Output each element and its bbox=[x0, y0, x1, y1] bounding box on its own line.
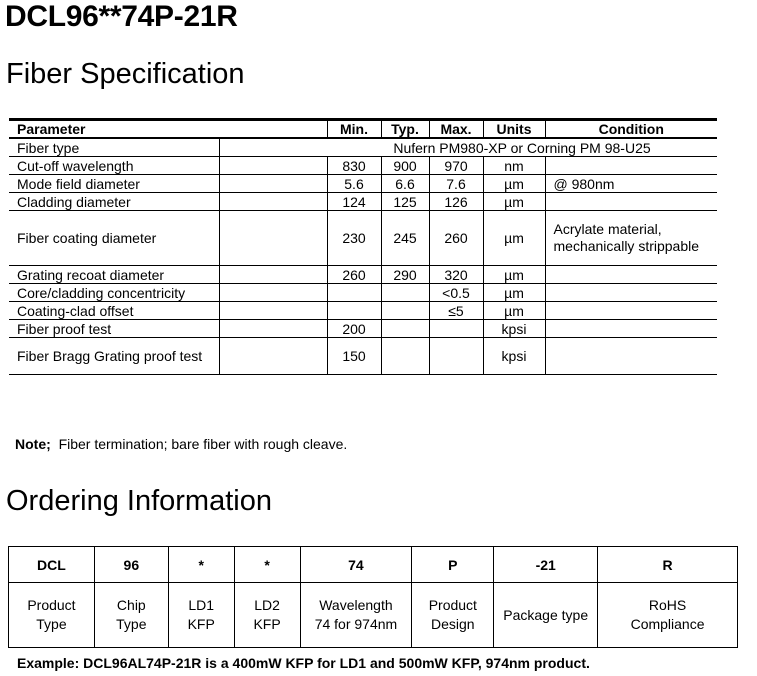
ordering-description-line: 74 for 974nm bbox=[314, 616, 398, 632]
col-header-units: Units bbox=[483, 120, 545, 139]
ordering-description-cell bbox=[598, 583, 738, 648]
spec-units-cell: µm bbox=[483, 284, 545, 302]
ordering-code-cell: -21 bbox=[494, 547, 598, 583]
spec-units-cell: µm bbox=[483, 193, 545, 211]
ordering-code-cell: P bbox=[412, 547, 494, 583]
spec-blank-cell bbox=[219, 338, 327, 375]
spec-condition-cell: Acrylate material, mechanically strippable bbox=[545, 211, 717, 266]
ordering-description-line: KFP bbox=[187, 616, 215, 632]
ordering-description-line: Chip bbox=[116, 597, 146, 613]
spec-units-cell: µm bbox=[483, 175, 545, 193]
spec-row bbox=[9, 302, 717, 320]
spec-min-cell: 830 bbox=[327, 157, 381, 175]
spec-condition-cell bbox=[545, 302, 717, 320]
spec-max-cell: 970 bbox=[429, 157, 483, 175]
spec-row bbox=[9, 193, 717, 211]
spec-param-cell: Fiber proof test bbox=[9, 320, 219, 338]
spec-row bbox=[9, 138, 717, 157]
spec-units-cell: kpsi bbox=[483, 338, 545, 375]
spec-typ-cell bbox=[381, 338, 429, 375]
col-header-typ: Typ. bbox=[381, 120, 429, 139]
ordering-description-cell bbox=[168, 583, 234, 648]
spec-condition-cell bbox=[545, 157, 717, 175]
ordering-description-line: LD2 bbox=[254, 597, 280, 613]
spec-condition-cell bbox=[545, 284, 717, 302]
spec-condition-cell bbox=[545, 266, 717, 284]
ordering-description-line: Design bbox=[431, 616, 475, 632]
spec-max-cell: 260 bbox=[429, 211, 483, 266]
spec-typ-cell bbox=[381, 284, 429, 302]
spec-typ-cell: 6.6 bbox=[381, 175, 429, 193]
col-header-condition: Condition bbox=[545, 120, 717, 139]
ordering-description-cell bbox=[300, 583, 412, 648]
fiber-spec-table bbox=[9, 118, 717, 375]
spec-param-cell: Core/cladding concentricity bbox=[9, 284, 219, 302]
spec-min-cell: 200 bbox=[327, 320, 381, 338]
example-text: Example: DCL96AL74P-21R is a 400mW KFP for LD1 and 500mW KFP, 974nm product. bbox=[17, 655, 590, 671]
spec-row bbox=[9, 157, 717, 175]
ordering-description-line: Type bbox=[116, 616, 147, 632]
spec-units-cell: µm bbox=[483, 266, 545, 284]
spec-row bbox=[9, 320, 717, 338]
ordering-description-line: LD1 bbox=[188, 597, 215, 613]
spec-condition-cell bbox=[545, 193, 717, 211]
ordering-description-line: Product bbox=[428, 597, 477, 613]
ordering-description-line: RoHS bbox=[648, 597, 687, 613]
col-header-max: Max. bbox=[429, 120, 483, 139]
ordering-description-cell bbox=[494, 583, 598, 648]
col-header-min: Min. bbox=[327, 120, 381, 139]
part-number-title: DCL96**74P-21R bbox=[5, 0, 238, 33]
spec-typ-cell bbox=[381, 320, 429, 338]
spec-units-cell: kpsi bbox=[483, 320, 545, 338]
spec-param-cell: Coating-clad offset bbox=[9, 302, 219, 320]
spec-condition-cell bbox=[545, 320, 717, 338]
spec-min-cell bbox=[327, 302, 381, 320]
spec-param-cell: Grating recoat diameter bbox=[9, 266, 219, 284]
spec-blank-cell bbox=[219, 138, 327, 157]
ordering-description-line: KFP bbox=[253, 616, 281, 632]
ordering-description-row bbox=[9, 583, 738, 648]
spec-blank-cell bbox=[219, 175, 327, 193]
spec-min-cell: 260 bbox=[327, 266, 381, 284]
spec-blank-cell bbox=[219, 211, 327, 266]
spec-blank-cell bbox=[219, 266, 327, 284]
note-body: Fiber termination; bare fiber with rough cleave. bbox=[58, 436, 348, 452]
spec-min-cell: 5.6 bbox=[327, 175, 381, 193]
note-text bbox=[15, 436, 347, 452]
ordering-description-cell bbox=[234, 583, 300, 648]
spec-max-cell bbox=[429, 338, 483, 375]
ordering-code-cell: * bbox=[168, 547, 234, 583]
ordering-description-line: Wavelength bbox=[319, 597, 393, 613]
spec-row bbox=[9, 266, 717, 284]
ordering-information-heading: Ordering Information bbox=[6, 485, 272, 517]
spec-typ-cell: 245 bbox=[381, 211, 429, 266]
ordering-code-row bbox=[9, 547, 738, 583]
ordering-description-line: Compliance bbox=[630, 616, 705, 632]
ordering-description-line: Product bbox=[27, 597, 76, 613]
spec-typ-cell: 290 bbox=[381, 266, 429, 284]
ordering-description-line: Type bbox=[36, 616, 67, 632]
spec-units-cell: µm bbox=[483, 211, 545, 266]
spec-blank-cell bbox=[219, 157, 327, 175]
spec-blank-cell bbox=[219, 193, 327, 211]
ordering-code-cell: * bbox=[234, 547, 300, 583]
ordering-description-cell bbox=[9, 583, 95, 648]
spec-row bbox=[9, 284, 717, 302]
spec-min-cell: 230 bbox=[327, 211, 381, 266]
col-header-parameter: Parameter bbox=[9, 120, 327, 139]
ordering-description-cell bbox=[94, 583, 168, 648]
spec-max-cell: 320 bbox=[429, 266, 483, 284]
spec-fiber-type-value: Nufern PM980-XP or Corning PM 98-U25 bbox=[327, 138, 717, 157]
spec-max-cell bbox=[429, 320, 483, 338]
ordering-code-cell: 74 bbox=[300, 547, 412, 583]
spec-typ-cell: 125 bbox=[381, 193, 429, 211]
spec-param-cell: Fiber Bragg Grating proof test bbox=[9, 338, 219, 375]
spec-row bbox=[9, 338, 717, 375]
spec-param-cell: Fiber coating diameter bbox=[9, 211, 219, 266]
spec-typ-cell: 900 bbox=[381, 157, 429, 175]
spec-max-cell: ≤5 bbox=[429, 302, 483, 320]
spec-blank-cell bbox=[219, 302, 327, 320]
ordering-description-cell bbox=[412, 583, 494, 648]
ordering-table bbox=[8, 546, 738, 648]
ordering-code-cell: DCL bbox=[9, 547, 95, 583]
spec-blank-cell bbox=[219, 320, 327, 338]
spec-units-cell: nm bbox=[483, 157, 545, 175]
spec-header-row bbox=[9, 120, 717, 139]
spec-condition-cell bbox=[545, 338, 717, 375]
spec-typ-cell bbox=[381, 302, 429, 320]
spec-param-cell: Mode field diameter bbox=[9, 175, 219, 193]
spec-min-cell bbox=[327, 284, 381, 302]
spec-max-cell: <0.5 bbox=[429, 284, 483, 302]
ordering-code-cell: 96 bbox=[94, 547, 168, 583]
spec-row bbox=[9, 175, 717, 193]
spec-param-cell: Cut-off wavelength bbox=[9, 157, 219, 175]
spec-max-cell: 7.6 bbox=[429, 175, 483, 193]
spec-blank-cell bbox=[219, 284, 327, 302]
ordering-description-line: Package type bbox=[503, 606, 589, 623]
spec-condition-cell: @ 980nm bbox=[545, 175, 717, 193]
spec-min-cell: 150 bbox=[327, 338, 381, 375]
ordering-code-cell: R bbox=[598, 547, 738, 583]
spec-row bbox=[9, 211, 717, 266]
spec-units-cell: µm bbox=[483, 302, 545, 320]
fiber-specification-heading: Fiber Specification bbox=[6, 58, 245, 90]
note-label: Note; bbox=[15, 436, 51, 452]
spec-min-cell: 124 bbox=[327, 193, 381, 211]
spec-param-cell: Fiber type bbox=[9, 138, 219, 157]
spec-param-cell: Cladding diameter bbox=[9, 193, 219, 211]
spec-max-cell: 126 bbox=[429, 193, 483, 211]
